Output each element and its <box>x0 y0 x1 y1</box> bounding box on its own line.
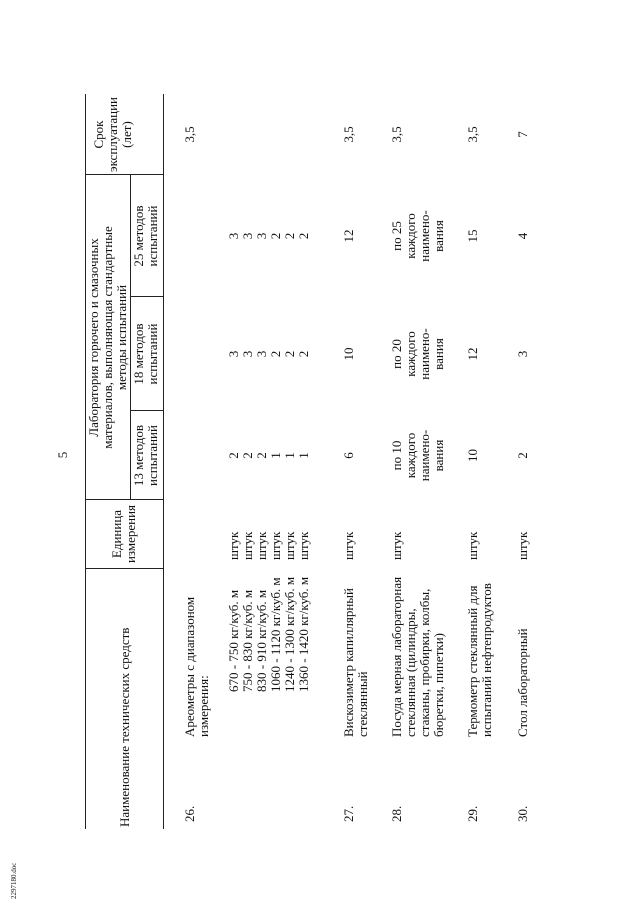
value-25: 2 <box>282 232 297 240</box>
unit-cell: штук <box>296 531 311 560</box>
value-18: 12 <box>465 347 480 361</box>
header-name-col: Наименование технических средств <box>117 627 132 827</box>
row-name: Вискозиметр капиллярный <box>341 588 356 737</box>
range-label: 1060 - 1120 кг/куб. м <box>268 577 283 692</box>
value-25: каждого <box>403 213 418 259</box>
row-name: бюретки, пипетки) <box>431 633 446 737</box>
row-name: стаканы, пробирки, колбы, <box>417 588 432 737</box>
value-18: 2 <box>268 350 283 358</box>
value-13: 6 <box>341 452 356 459</box>
value-25: 15 <box>465 229 480 243</box>
service-life-value: 3,5 <box>465 126 480 143</box>
value-13: каждого <box>403 432 418 479</box>
page-number: 5 <box>55 451 70 459</box>
row-name: стеклянный <box>355 671 370 737</box>
service-life-value: 3,5 <box>341 126 356 143</box>
row-number: 26. <box>182 805 197 822</box>
unit-cell: штук <box>389 531 404 560</box>
value-13: 10 <box>465 449 480 462</box>
value-13: вания <box>431 439 446 472</box>
value-18: 2 <box>296 350 311 358</box>
value-13: по 10 <box>389 440 404 471</box>
row-number: 29. <box>465 805 480 822</box>
row-name: Посуда мерная лабораторная <box>389 576 404 737</box>
value-25: 2 <box>268 232 283 240</box>
rotated-page: 5 Наименование технических средств Единица измерения Лаборатория горючего и смазочных материалов, выполняющая стандартные методы испытаний 13 методов испытаний 18 методов испытаний 25 методов испытаний Срок эксплуатации (лет) 26. Ареометры с диапазоном измерения: 670 - 750 кг/куб. м 750 - 830 кг/куб. м 830 - 910 кг/куб. м 1060 - 1120 кг/куб. м 1240 - 1300 кг/куб. м 1360 - 1420 кг/куб. м штук штук штук штук штук штук 2 2 2 1 1 1 3 3 3 2 2 2 3 3 3 2 2 2 3,5 27. Вискозиметр капиллярный стеклянный штук 6 10 12 3,5 28. Посуда мерная лабораторная стеклянная (цилиндры, стаканы, пробирки, колбы, бюретки, пипетки) штук по 10 каждого наимено- вания по 20 каждого наимено- вания по 25 каждого наимено- вания 3,5 29. Термометр стеклянный для испытаний нефтепродуктов штук 10 12 15 3,5 30. Стол лабораторный штук 2 3 4 7 <box>0 0 640 905</box>
row-number: 28. <box>389 805 404 822</box>
value-13: 2 <box>226 452 241 459</box>
row-number: 27. <box>341 805 356 822</box>
value-25: вания <box>431 220 446 252</box>
value-18: 3 <box>240 350 255 358</box>
row-name: измерения: <box>196 675 211 737</box>
unit-cell: штук <box>268 531 283 560</box>
value-18: 10 <box>341 347 356 361</box>
row-number: 30. <box>515 805 530 822</box>
unit-cell: штук <box>226 531 241 560</box>
row-name: испытаний нефтепродуктов <box>479 583 494 737</box>
service-life-value: 7 <box>515 131 530 138</box>
value-25: 2 <box>296 232 311 240</box>
service-life-value: 3,5 <box>389 126 404 143</box>
range-label: 1240 - 1300 кг/куб. м <box>282 576 297 692</box>
value-13: 1 <box>296 452 311 459</box>
value-18: 3 <box>254 350 269 358</box>
value-25: 4 <box>515 232 530 240</box>
header-bottom-border <box>163 94 164 829</box>
row-name: Ареометры с диапазоном <box>182 596 197 737</box>
service-life-value: 3,5 <box>182 126 197 143</box>
value-25: по 25 <box>389 221 404 251</box>
row-name: Термометр стеклянный для <box>465 585 480 737</box>
unit-cell: штук <box>341 531 356 560</box>
value-13: 2 <box>515 452 530 459</box>
row-name: Стол лабораторный <box>515 628 530 737</box>
value-18: 3 <box>226 350 241 358</box>
value-18: по 20 <box>389 339 404 369</box>
range-label: 750 - 830 кг/куб. м <box>240 589 255 692</box>
unit-cell: штук <box>465 531 480 560</box>
col-divider-name-unit <box>85 568 163 569</box>
value-18: каждого <box>403 331 418 377</box>
value-25: 3 <box>240 232 255 240</box>
value-25: 3 <box>254 232 269 240</box>
value-18: 3 <box>515 350 530 358</box>
footer-doc-id: 2297180.doc <box>10 862 18 899</box>
range-label: 1360 - 1420 кг/куб. м <box>296 576 311 692</box>
value-13: 1 <box>282 452 297 459</box>
value-18: вания <box>431 338 446 370</box>
row-name: стеклянная (цилиндры, <box>403 608 418 737</box>
value-13: 2 <box>254 452 269 459</box>
value-13: 2 <box>240 452 255 459</box>
value-25: 3 <box>226 232 241 240</box>
value-13: наимено- <box>417 429 432 482</box>
value-25: 12 <box>341 229 356 243</box>
range-label: 670 - 750 кг/куб. м <box>226 589 241 692</box>
value-13: 1 <box>268 452 283 459</box>
value-25: наимено- <box>417 210 432 262</box>
value-18: наимено- <box>417 328 432 380</box>
unit-cell: штук <box>282 531 297 560</box>
unit-cell: штук <box>254 531 269 560</box>
range-label: 830 - 910 кг/куб. м <box>254 589 269 692</box>
value-18: 2 <box>282 350 297 358</box>
table-top-border <box>85 94 86 829</box>
unit-cell: штук <box>240 531 255 560</box>
unit-cell: штук <box>515 531 530 560</box>
